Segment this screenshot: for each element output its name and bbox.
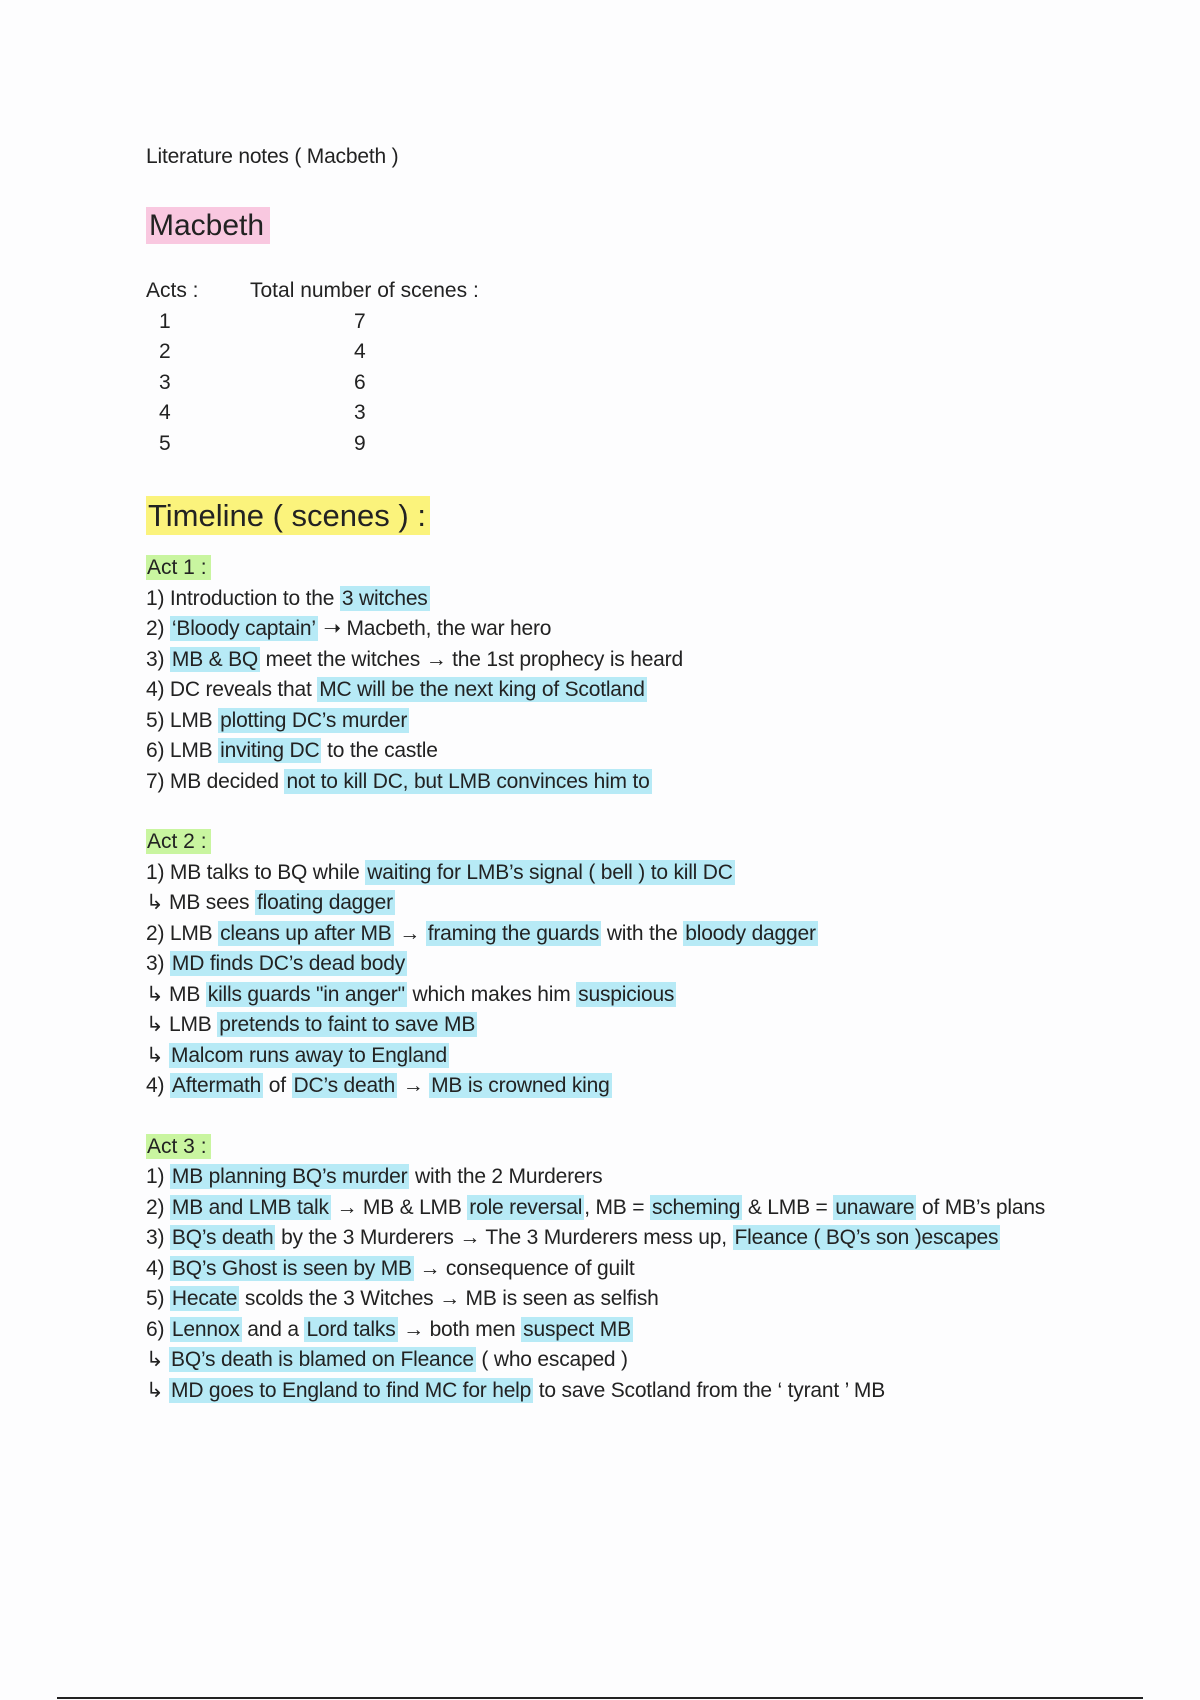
macbeth-heading [146,204,1146,248]
acts-table-row [146,398,1146,429]
highlighted-text: BQ’s Ghost is seen by MB [171,1256,412,1280]
highlighted-text: MB & BQ [171,647,259,671]
line-text: → consequence of guilt [413,1256,635,1280]
bottom-divider [57,1697,1143,1699]
line-text: ↳ [146,1378,170,1402]
act-heading-text: Act 2 : [146,829,211,854]
timeline-line [146,584,1146,615]
highlighted-text: MB and LMB talk [171,1195,329,1219]
line-text: with the 2 Murderers [409,1165,603,1188]
line-text: 7) MB decided [146,769,285,793]
line-text: scolds the 3 Witches → MB is seen as selfish [239,1287,659,1310]
acts-table-row [146,337,1146,368]
highlighted-text: MB planning BQ’s murder [171,1165,408,1188]
timeline-line [146,675,1146,706]
act-number-cell: 3 [159,370,171,394]
line-text: 6) [146,1317,170,1341]
acts-table-row [146,429,1146,460]
line-text: with the [601,921,684,945]
line-text: of [263,1074,292,1097]
highlighted-text: Malcom runs away to England [171,1043,447,1067]
highlighted-text: MD finds DC’s dead body [171,952,406,975]
line-text: 3) [146,647,170,671]
scene-count-cell: 3 [354,401,366,424]
highlighted-text: DC’s death [293,1074,396,1097]
timeline-line [146,1284,1146,1315]
timeline-line [146,1010,1146,1041]
highlighted-text: 3 witches [341,586,428,610]
act-heading [146,827,1146,858]
line-text: → [397,1074,430,1097]
scene-count-cell: 6 [354,370,366,394]
line-text: 4) [146,1074,170,1097]
line-text: by the 3 Murderers → The 3 Murderers mess up, [275,1226,733,1249]
highlighted-text: MD goes to England to find MC for help [171,1378,532,1402]
line-text: ↳ [146,1348,170,1371]
timeline-line [146,1254,1146,1285]
highlighted-text: Lord talks [306,1317,396,1341]
line-text: 1) [146,1165,170,1188]
highlighted-text: suspect MB [523,1317,631,1341]
line-text: of MB’s plans [916,1195,1046,1219]
line-text: 2) [146,1195,170,1219]
line-text: 1) MB talks to BQ while [146,860,366,884]
highlighted-text: Fleance ( BQ’s son )escapes [734,1226,999,1249]
timeline-line [146,706,1146,737]
highlighted-text: framing the guards [427,921,600,945]
line-text: to the castle [321,739,438,762]
line-text: ↳ MB sees [146,891,255,914]
timeline-heading-text: Timeline ( scenes ) : [146,496,430,535]
highlighted-text: Aftermath [171,1074,262,1097]
acts-column-header: Acts : [146,279,199,302]
line-text: & LMB = [742,1195,834,1219]
highlighted-text: suspicious [578,982,675,1006]
line-text: 4) DC reveals that [146,678,318,701]
timeline-line [146,1376,1146,1407]
timeline-line [146,1193,1146,1224]
act-section [146,1132,1146,1407]
highlighted-text: plotting DC’s murder [220,708,408,732]
line-text: → both men [397,1317,522,1341]
line-text: 4) [146,1256,170,1280]
act-heading [146,553,1146,584]
highlighted-text: Hecate [171,1287,238,1310]
timeline-line [146,888,1146,919]
notes-page [146,140,1146,1406]
highlighted-text: kills guards "in anger" [207,982,405,1006]
timeline-line [146,1315,1146,1346]
timeline-line [146,919,1146,950]
line-text: , MB = [584,1195,650,1219]
scenes-column-header: Total number of scenes : [250,279,479,302]
highlighted-text: cleans up after MB [220,921,392,945]
act-number-cell: 2 [159,340,171,363]
scene-count-cell: 9 [354,431,366,455]
highlighted-text: MB is crowned king [431,1074,610,1097]
act-number-cell: 5 [159,431,171,455]
timeline-line [146,949,1146,980]
line-text: ↳ MB [146,982,206,1006]
document-title: Literature notes ( Macbeth ) [146,145,399,168]
highlighted-text: Lennox [171,1317,240,1341]
timeline-line [146,1041,1146,1072]
highlighted-text: pretends to faint to save MB [219,1013,476,1036]
acts-table-header [146,276,1146,307]
timeline-line [146,1162,1146,1193]
highlighted-text: MC will be the next king of Scotland [319,678,645,701]
act-number-cell: 4 [159,401,171,424]
timeline-acts [146,553,1146,1406]
highlighted-text: bloody dagger [685,921,816,945]
line-text: meet the witches → the 1st prophecy is heard [260,647,683,671]
line-text: 3) [146,952,170,975]
highlighted-text: waiting for LMB’s signal ( bell ) to kill DC [367,860,733,884]
line-text: ➝ Macbeth, the war hero [317,617,552,640]
line-text: 2) LMB [146,921,219,945]
line-text: to save Scotland from the ‘ tyrant ’ MB [533,1378,886,1402]
highlighted-text: unaware [835,1195,915,1219]
act-number-cell: 1 [159,309,171,333]
line-text: and a [241,1317,305,1341]
line-text: 3) [146,1226,170,1249]
highlighted-text: ‘Bloody captain’ [171,617,316,640]
timeline-line [146,614,1146,645]
act-section [146,553,1146,797]
line-text: which makes him [406,982,577,1006]
highlighted-text: floating dagger [256,891,393,914]
scene-count-cell: 4 [354,340,366,363]
timeline-line [146,1071,1146,1102]
timeline-line [146,1345,1146,1376]
macbeth-heading-text: Macbeth [146,207,270,244]
act-heading-text: Act 3 : [146,1134,211,1159]
act-section [146,827,1146,1102]
acts-table-row [146,307,1146,338]
line-text: ↳ [146,1043,170,1067]
acts-table-row [146,368,1146,399]
line-text: → [393,921,426,945]
line-text: → MB & LMB [330,1195,468,1219]
line-text: 5) LMB [146,708,219,732]
line-text: ( who escaped ) [475,1348,628,1371]
highlighted-text: BQ’s death [171,1226,274,1249]
timeline-heading [146,493,1146,539]
acts-table-body [146,307,1146,460]
highlighted-text: role reversal [469,1195,583,1219]
timeline-line [146,980,1146,1011]
timeline-line [146,645,1146,676]
highlighted-text: BQ’s death is blamed on Fleance [171,1348,474,1371]
act-heading-text: Act 1 : [146,555,211,580]
highlighted-text: scheming [651,1195,741,1219]
highlighted-text: not to kill DC, but LMB convinces him to [286,769,650,793]
line-text: 6) LMB [146,739,219,762]
scene-count-cell: 7 [354,309,366,333]
timeline-line [146,736,1146,767]
timeline-line [146,858,1146,889]
line-text: ↳ LMB [146,1013,218,1036]
timeline-line [146,1223,1146,1254]
act-heading [146,1132,1146,1163]
acts-scenes-table [146,276,1146,459]
line-text: 5) [146,1287,170,1310]
timeline-line [146,767,1146,798]
line-text: 2) [146,617,170,640]
line-text: 1) Introduction to the [146,586,340,610]
highlighted-text: inviting DC [220,739,320,762]
